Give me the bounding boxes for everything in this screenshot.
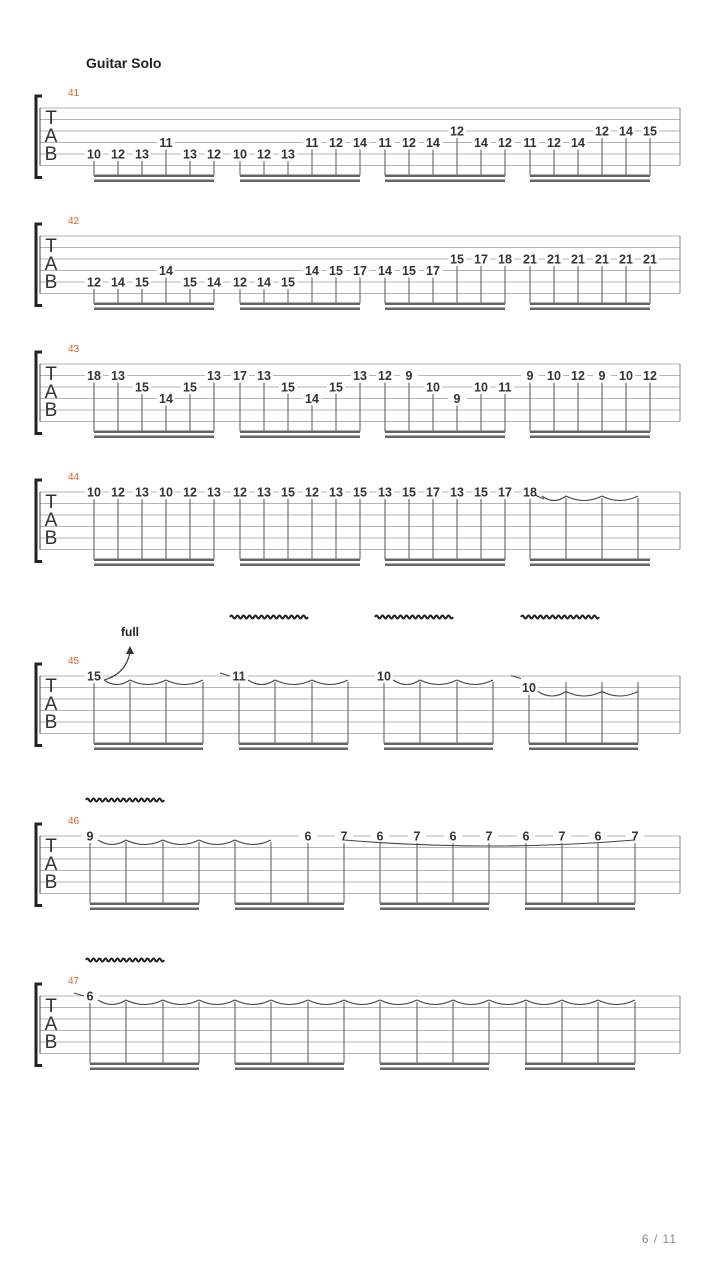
tab-system — [36, 976, 680, 1070]
fret-number: 17 — [426, 485, 440, 500]
bend-arrowhead — [126, 646, 134, 654]
fret-number: 21 — [547, 252, 561, 267]
tab-clef-letter: A — [44, 510, 58, 531]
fret-number: 9 — [598, 369, 606, 383]
beam-secondary — [235, 908, 344, 911]
tie-arc — [457, 680, 493, 685]
fret-number: 12 — [378, 369, 392, 383]
tab-clef-letter: T — [45, 492, 57, 513]
tie-arc — [104, 680, 130, 685]
fret-number: 15 — [329, 264, 343, 278]
fret-number: 17 — [353, 264, 367, 278]
tab-clef-letter: A — [44, 1014, 58, 1035]
fret-number: 12 — [329, 136, 343, 150]
fret-number: 12 — [111, 147, 125, 162]
fret-number: 12 — [571, 369, 585, 383]
fret-number: 13 — [135, 147, 149, 162]
fret-number: 11 — [305, 136, 319, 150]
beam-secondary — [385, 436, 505, 439]
tie-arc — [602, 496, 638, 501]
beam-secondary — [94, 564, 214, 567]
fret-number: 15 — [281, 275, 295, 290]
fret-number: 13 — [111, 369, 125, 383]
beam-primary — [530, 559, 650, 562]
beam-primary — [239, 743, 348, 746]
fret-number: 15 — [87, 669, 101, 684]
fret-number: 13 — [207, 369, 221, 383]
fret-number: 14 — [426, 136, 440, 150]
fret-number: 15 — [402, 264, 416, 278]
fret-number: 13 — [353, 369, 367, 383]
tie-arc — [199, 840, 235, 845]
beam-secondary — [384, 748, 493, 751]
fret-number: 21 — [619, 252, 633, 267]
fret-number: 12 — [450, 124, 464, 139]
tie-arc — [602, 692, 638, 697]
beam-primary — [240, 559, 360, 562]
tie-arc — [453, 1000, 489, 1005]
fret-number: 15 — [281, 485, 295, 500]
beam-primary — [384, 743, 493, 746]
fret-number: 12 — [183, 485, 197, 500]
tie-arc — [526, 1000, 562, 1005]
fret-number: 17 — [498, 485, 512, 500]
fret-number: 12 — [233, 485, 247, 500]
beam-secondary — [530, 308, 650, 311]
beam-secondary — [380, 1068, 489, 1071]
fret-number: 10 — [426, 380, 440, 395]
fret-number: 14 — [111, 275, 125, 290]
tab-clef-letter: A — [44, 254, 58, 275]
beam-primary — [235, 1063, 344, 1066]
beam-secondary — [240, 180, 360, 183]
beam-primary — [525, 1063, 635, 1066]
beam-secondary — [240, 308, 360, 311]
beam-primary — [385, 175, 505, 178]
beam-secondary — [94, 180, 214, 183]
fret-number: 9 — [405, 369, 413, 383]
tie-arc — [163, 1000, 199, 1005]
beam-secondary — [240, 564, 360, 567]
fret-number: 11 — [523, 136, 537, 150]
beam-primary — [235, 903, 344, 906]
tie-arc — [98, 1000, 126, 1005]
section-title: Guitar Solo — [86, 55, 162, 71]
fret-number: 6 — [86, 989, 94, 1004]
tab-clef-letter: B — [44, 400, 58, 421]
tie-arc — [271, 1000, 308, 1005]
vibrato-mark — [521, 616, 599, 619]
tie-arc — [417, 1000, 453, 1005]
fret-number: 10 — [377, 669, 391, 684]
fret-number: 14 — [571, 136, 585, 150]
beam-primary — [525, 903, 635, 906]
measure-number: 43 — [68, 344, 80, 355]
beam-secondary — [530, 436, 650, 439]
vibrato-mark — [86, 799, 164, 802]
beam-primary — [94, 559, 214, 562]
beam-primary — [90, 1063, 199, 1066]
beam-secondary — [90, 908, 199, 911]
fret-number: 13 — [329, 485, 343, 500]
fret-number: 13 — [207, 485, 221, 500]
tie-arc — [248, 680, 275, 685]
tie-arc — [562, 1000, 598, 1005]
measure-number: 47 — [68, 976, 80, 987]
vibrato-mark — [86, 959, 164, 962]
fret-number: 12 — [498, 136, 512, 150]
tie-arc — [235, 1000, 271, 1005]
fret-number: 15 — [474, 485, 488, 500]
beam-primary — [240, 431, 360, 434]
fret-number: 21 — [643, 252, 657, 267]
tab-system — [36, 88, 680, 182]
fret-number: 14 — [159, 392, 173, 406]
fret-number: 13 — [378, 485, 392, 500]
tab-clef-letter: B — [44, 528, 58, 549]
fret-number: 15 — [281, 380, 295, 395]
fret-number: 6 — [449, 829, 457, 844]
fret-number: 18 — [87, 369, 101, 383]
beam-primary — [94, 743, 203, 746]
fret-number: 13 — [135, 485, 149, 500]
fret-number: 10 — [87, 485, 101, 500]
tab-clef-letter: T — [45, 108, 57, 129]
fret-number: 15 — [450, 252, 464, 267]
beam-primary — [385, 559, 505, 562]
fret-number: 10 — [474, 380, 488, 395]
beam-secondary — [240, 436, 360, 439]
fret-number: 18 — [498, 252, 512, 267]
fret-number: 7 — [485, 829, 493, 844]
fret-number: 12 — [402, 136, 416, 150]
beam-primary — [240, 175, 360, 178]
measure-number: 44 — [68, 472, 80, 483]
fret-number: 13 — [450, 485, 464, 500]
fret-number: 7 — [340, 829, 348, 844]
measure-number: 41 — [68, 88, 80, 99]
tie-arc — [344, 1000, 380, 1005]
fret-number: 15 — [183, 380, 197, 395]
fret-number: 12 — [595, 124, 609, 139]
fret-number: 15 — [135, 275, 149, 290]
beam-secondary — [525, 1068, 635, 1071]
tab-system — [36, 472, 680, 566]
fret-number: 11 — [232, 669, 246, 684]
tie-arc — [489, 1000, 526, 1005]
fret-number: 9 — [453, 392, 461, 406]
fret-number: 12 — [111, 485, 125, 500]
fret-number: 6 — [304, 829, 312, 844]
fret-number: 7 — [631, 829, 639, 844]
fret-number: 12 — [233, 275, 247, 290]
tab-clef-letter: B — [44, 712, 58, 733]
fret-number: 14 — [619, 124, 633, 139]
fret-number: 12 — [643, 369, 657, 383]
fret-number: 12 — [305, 485, 319, 500]
fret-number: 13 — [281, 147, 295, 162]
beam-secondary — [94, 748, 203, 751]
tab-system — [36, 216, 680, 310]
tie-arc — [566, 692, 602, 697]
fret-number: 11 — [159, 136, 173, 150]
tie-arc — [166, 680, 203, 685]
fret-number: 12 — [87, 275, 101, 290]
tie-arc — [312, 680, 348, 685]
fret-number: 15 — [135, 380, 149, 395]
beam-secondary — [525, 908, 635, 911]
tie-arc — [598, 1000, 635, 1005]
fret-number: 21 — [523, 252, 537, 267]
beam-secondary — [235, 1068, 344, 1071]
beam-secondary — [385, 180, 505, 183]
measure-number: 42 — [68, 216, 80, 227]
tie-arc — [235, 840, 271, 845]
tab-clef-letter: T — [45, 236, 57, 257]
fret-number: 15 — [183, 275, 197, 290]
tab-system — [36, 344, 680, 438]
tie-arc — [163, 840, 199, 845]
tie-arc — [380, 1000, 417, 1005]
beam-primary — [94, 175, 214, 178]
fret-number: 18 — [523, 485, 537, 500]
tie-arc — [126, 840, 163, 845]
beam-primary — [94, 431, 214, 434]
fret-number: 11 — [498, 380, 512, 395]
fret-number: 21 — [595, 252, 609, 267]
fret-number: 7 — [413, 829, 421, 844]
tab-clef-letter: B — [44, 272, 58, 293]
fret-number: 15 — [329, 380, 343, 395]
tie-arc — [393, 680, 420, 685]
beam-primary — [380, 903, 489, 906]
beam-primary — [94, 303, 214, 306]
fret-number: 12 — [257, 147, 271, 162]
fret-number: 14 — [159, 264, 173, 278]
fret-number: 7 — [558, 829, 566, 844]
tab-clef-letter: A — [44, 382, 58, 403]
beam-primary — [90, 903, 199, 906]
fret-number: 14 — [353, 136, 367, 150]
tab-clef-letter: A — [44, 694, 58, 715]
fret-number: 14 — [257, 275, 271, 290]
beam-primary — [385, 431, 505, 434]
vibrato-mark — [375, 616, 453, 619]
beam-secondary — [385, 564, 505, 567]
fret-number: 15 — [353, 485, 367, 500]
fret-number: 6 — [522, 829, 530, 844]
fret-number: 14 — [305, 264, 319, 278]
beam-primary — [240, 303, 360, 306]
beam-secondary — [239, 748, 348, 751]
fret-number: 13 — [183, 147, 197, 162]
fret-number: 21 — [571, 252, 585, 267]
beam-primary — [530, 431, 650, 434]
tie-arc — [126, 1000, 163, 1005]
tie-arc — [420, 680, 457, 685]
fret-number: 14 — [305, 392, 319, 406]
tab-clef-letter: B — [44, 872, 58, 893]
beam-secondary — [94, 308, 214, 311]
tie-arc — [275, 680, 312, 685]
tie-arc — [308, 1000, 344, 1005]
fret-number: 13 — [257, 369, 271, 383]
vibrato-mark — [230, 616, 308, 619]
tab-clef-letter: T — [45, 996, 57, 1017]
beam-primary — [530, 175, 650, 178]
beam-secondary — [385, 308, 505, 311]
beam-primary — [380, 1063, 489, 1066]
tab-clef-letter: B — [44, 1032, 58, 1053]
beam-secondary — [90, 1068, 199, 1071]
tie-arc — [538, 692, 566, 697]
fret-number: 14 — [207, 275, 221, 290]
fret-number: 10 — [522, 681, 536, 695]
fret-number: 10 — [547, 369, 561, 383]
beam-secondary — [380, 908, 489, 911]
fret-number: 15 — [402, 485, 416, 500]
tie-arc — [199, 1000, 235, 1005]
fret-number: 10 — [233, 147, 247, 162]
fret-number: 17 — [233, 369, 247, 383]
fret-number: 13 — [257, 485, 271, 500]
beam-primary — [385, 303, 505, 306]
beam-secondary — [530, 180, 650, 183]
measure-number: 46 — [68, 816, 80, 827]
fret-number: 9 — [526, 369, 534, 383]
fret-number: 14 — [378, 264, 392, 278]
bend-label: full — [121, 625, 139, 639]
fret-number: 6 — [594, 829, 602, 844]
fret-number: 12 — [547, 136, 561, 150]
beam-secondary — [94, 436, 214, 439]
fret-number: 10 — [87, 147, 101, 162]
fret-number: 17 — [474, 252, 488, 267]
tab-clef-letter: A — [44, 126, 58, 147]
beam-secondary — [529, 748, 638, 751]
beam-primary — [530, 303, 650, 306]
beam-secondary — [530, 564, 650, 567]
fret-number: 11 — [378, 136, 392, 150]
fret-number: 10 — [619, 369, 633, 383]
tie-arc — [130, 680, 166, 685]
tab-clef-letter: T — [45, 364, 57, 385]
fret-number: 17 — [426, 264, 440, 278]
tie-arc — [566, 496, 602, 501]
fret-number: 12 — [207, 147, 221, 162]
tab-system — [36, 816, 680, 910]
fret-number: 9 — [86, 829, 94, 844]
page-number: 6 / 11 — [641, 1232, 677, 1246]
fret-number: 6 — [376, 829, 384, 844]
measure-number: 45 — [68, 656, 80, 667]
tab-clef-letter: T — [45, 676, 57, 697]
tie-arc — [542, 496, 566, 501]
tab-clef-letter: A — [44, 854, 58, 875]
beam-primary — [529, 743, 638, 746]
tab-clef-letter: B — [44, 144, 58, 165]
tab-system — [36, 656, 680, 750]
fret-number: 14 — [474, 136, 488, 150]
tie-arc — [98, 840, 126, 845]
fret-number: 10 — [159, 485, 173, 500]
tab-clef-letter: T — [45, 836, 57, 857]
fret-number: 15 — [643, 124, 657, 139]
